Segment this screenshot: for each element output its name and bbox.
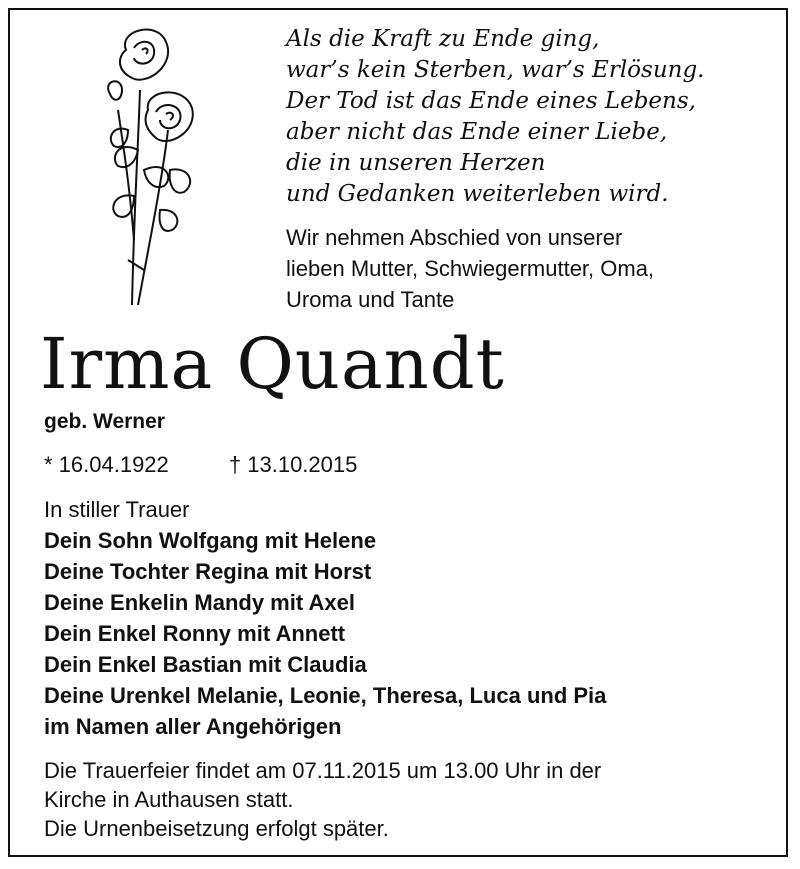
poem-line: war’s kein Sterben, war’s Erlösung. [286, 57, 705, 83]
mourner-line: im Namen aller Angehörigen [44, 714, 342, 739]
poem [286, 24, 705, 210]
life-dates [44, 452, 357, 478]
mourner-line: Dein Enkel Ronny mit Annett [44, 621, 346, 646]
farewell-line: Wir nehmen Abschied von unserer [286, 225, 623, 250]
mourner-line: Deine Enkelin Mandy mit Axel [44, 590, 355, 615]
service-line: Die Trauerfeier findet am 07.11.2015 um 13.00 Uhr in der [44, 758, 602, 783]
poem-line: Als die Kraft zu Ende ging, [286, 26, 600, 52]
mourner-line: Dein Sohn Wolfgang mit Helene [44, 528, 377, 553]
birth-date: * 16.04.1922 [44, 452, 169, 477]
deceased-name: Irma Quandt [40, 323, 505, 405]
mourners-list [44, 494, 606, 742]
poem-line: aber nicht das Ende einer Liebe, [286, 119, 668, 145]
poem-line: die in unseren Herzen [286, 150, 546, 176]
service-line: Die Urnenbeisetzung erfolgt später. [44, 816, 389, 841]
farewell-line: Uroma und Tante [286, 287, 455, 312]
poem-line: und Gedanken weiterleben wird. [286, 181, 669, 207]
mourning-intro: In stiller Trauer [44, 497, 190, 522]
service-line: Kirche in Authausen statt. [44, 787, 294, 812]
farewell-text [286, 222, 654, 315]
death-date: † 13.10.2015 [228, 452, 358, 477]
poem-line: Der Tod ist das Ende eines Lebens, [286, 88, 696, 114]
rose-illustration-icon [88, 20, 208, 310]
farewell-line: lieben Mutter, Schwiegermutter, Oma, [286, 256, 655, 281]
birth-name: geb. Werner [44, 410, 165, 433]
mourner-line: Deine Urenkel Melanie, Leonie, Theresa, Luca und Pia [44, 683, 607, 708]
mourner-line: Deine Tochter Regina mit Horst [44, 559, 372, 584]
service-info [44, 756, 601, 843]
mourner-line: Dein Enkel Bastian mit Claudia [44, 652, 367, 677]
